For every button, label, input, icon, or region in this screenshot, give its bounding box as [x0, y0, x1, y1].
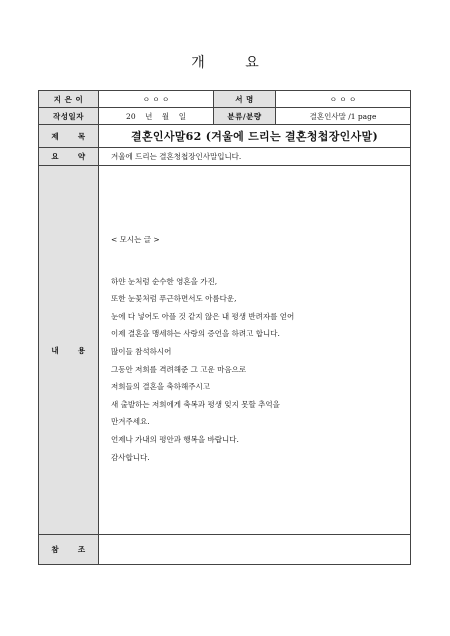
- content-line: 하얀 눈처럼 순수한 영혼을 가진,: [111, 276, 218, 286]
- greeting-text: < 모시는 글 >: [111, 235, 160, 244]
- author-value: ㅇ ㅇ ㅇ: [99, 91, 214, 108]
- summary-value: 겨울에 드리는 결혼청첩장인사말입니다.: [99, 148, 411, 166]
- sign-label: 서 명: [214, 91, 276, 108]
- page-title: 개 요: [191, 55, 277, 71]
- content-line: 그동안 저희를 격려해준 그 고운 마음으로: [111, 364, 247, 374]
- content-line: 새 출발하는 저희에게 축복과 평생 잊지 못할 추억을: [111, 399, 280, 409]
- date-value: 20 년 월 일: [99, 108, 214, 125]
- content-line: 저희들의 결혼을 축하해주시고: [111, 382, 210, 392]
- summary-label: 요 약: [39, 148, 99, 166]
- date-row: [39, 108, 411, 125]
- content-line: 또한 눈꽃처럼 푸근하면서도 아름다운,: [111, 294, 237, 304]
- content-body: [99, 166, 411, 535]
- content-line: 감사합니다.: [111, 452, 150, 462]
- author-label: 지 은 이: [39, 91, 99, 108]
- content-line: 많이들 참석하시어: [111, 346, 172, 356]
- sign-value: ㅇ ㅇ ㅇ: [276, 91, 411, 108]
- reference-label: 참 조: [39, 535, 99, 565]
- subject-label: 제 목: [39, 125, 99, 148]
- content-line: 언제나 가내의 평안과 행복을 바랍니다.: [111, 434, 239, 444]
- category-label: 분류/분량: [214, 108, 276, 125]
- content-line: 눈에 다 넣어도 아플 것 같지 않은 내 평생 반려자를 얻어: [111, 311, 295, 321]
- content-label: 내 용: [39, 166, 99, 535]
- reference-value: [99, 535, 411, 565]
- content-line: 만겨주세요.: [111, 417, 150, 427]
- reference-row: [39, 535, 411, 565]
- subject-value: 결혼인사말62 (겨울에 드리는 결혼청첩장인사말): [99, 125, 411, 148]
- document-form: [38, 90, 411, 565]
- content-row: [39, 166, 411, 535]
- author-row: [39, 91, 411, 108]
- date-label: 작성일자: [39, 108, 99, 125]
- summary-row: [39, 148, 411, 166]
- category-value: 결혼인사말 /1 page: [276, 108, 411, 125]
- content-line: 이제 결혼을 맹세하는 사랑의 증언을 하려고 합니다.: [111, 329, 280, 339]
- subject-row: [39, 125, 411, 148]
